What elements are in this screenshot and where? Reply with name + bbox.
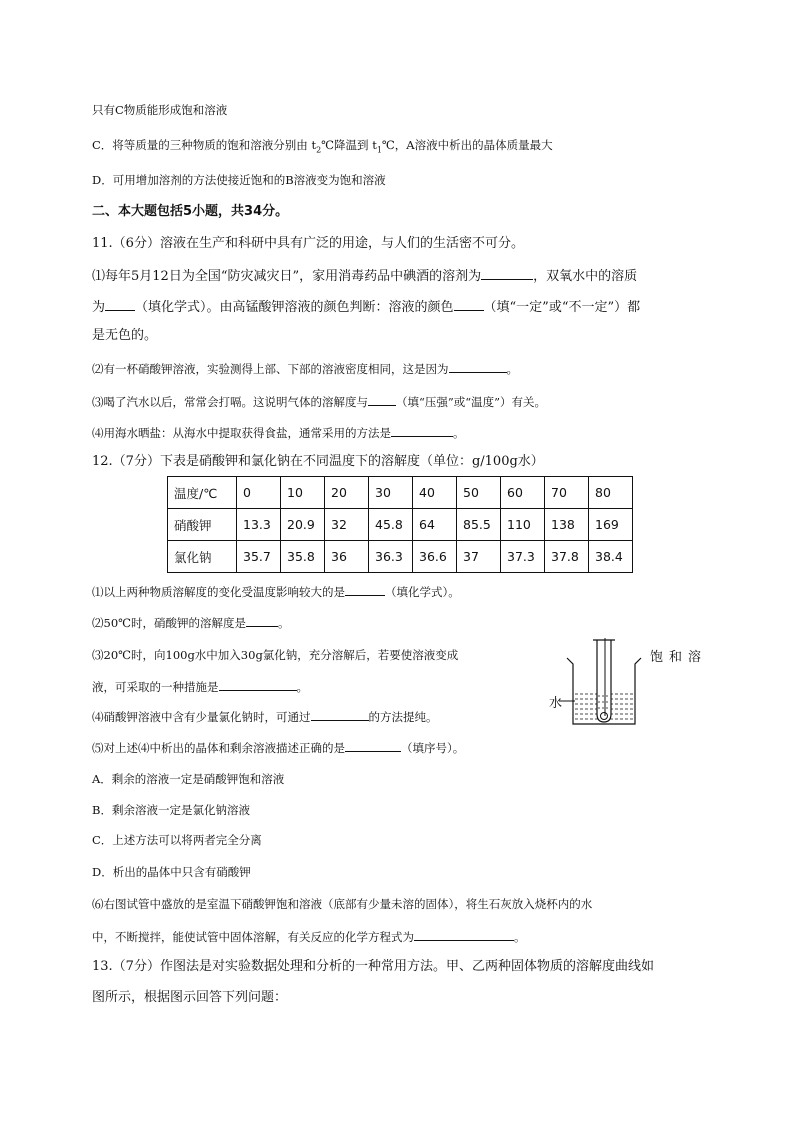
table-cell: 45.8: [369, 509, 413, 541]
q12-part5: ⑸对上述⑷中析出的晶体和剩余溶液描述正确的是 （填序号）。: [92, 738, 464, 757]
answer-blank[interactable]: [449, 359, 507, 373]
q11-part3: ⑶喝了汽水以后，常常会打嗝。这说明气体的溶解度与 （填“压强”或“温度”）有关。: [92, 392, 546, 411]
answer-blank[interactable]: [391, 423, 453, 437]
table-cell: 32: [325, 509, 369, 541]
table-cell: 50: [457, 477, 501, 509]
q12-option-b: B．剩余溶液一定是氯化钠溶液: [92, 803, 250, 817]
table-cell: 37.8: [545, 541, 589, 573]
q11-stem: 11.（6分）溶液在生产和科研中具有广泛的用途，与人们的生活密不可分。: [92, 236, 524, 251]
table-cell: 硝酸钾: [168, 509, 237, 541]
q12-part3-line1: ⑶20℃时，向100g水中加入30g氯化钠，充分溶解后，若要使溶液变成: [92, 648, 459, 662]
answer-blank[interactable]: [414, 927, 514, 941]
table-cell: 80: [589, 477, 633, 509]
table-cell: 37: [457, 541, 501, 573]
solubility-table: [167, 476, 633, 573]
table-cell: 20.9: [281, 509, 325, 541]
water-label: 水: [549, 696, 563, 711]
table-cell: 40: [413, 477, 457, 509]
table-cell: 85.5: [457, 509, 501, 541]
table-cell: 60: [501, 477, 545, 509]
q13-stem-line1: 13.（7分）作图法是对实验数据处理和分析的一种常用方法。甲、乙两种固体物质的溶解度曲线如: [92, 959, 654, 974]
table-cell: 36.3: [369, 541, 413, 573]
table-cell: 0: [237, 477, 281, 509]
q12-part6-line1: ⑹右图试管中盛放的是室温下硝酸钾饱和溶液（底部有少量未溶的固体），将生石灰放入烧杯内的水: [92, 897, 593, 911]
table-cell: 38.4: [589, 541, 633, 573]
q11-part1-line2: 为 （填化学式）。由高锰酸钾溶液的颜色判断：溶液的颜色 （填“一定”或“不一定”）都: [92, 297, 640, 317]
answer-blank[interactable]: [219, 677, 297, 691]
table-cell: 35.7: [237, 541, 281, 573]
q12-part6-line2: 中，不断搅拌，能使试管中固体溶解，有关反应的化学方程式为 。: [92, 927, 526, 946]
q12-stem: 12.（7分）下表是硝酸钾和氯化钠在不同温度下的溶解度（单位：g/100g水）: [92, 454, 544, 469]
option-b-continuation: 只有C物质能形成饱和溶液: [92, 103, 228, 117]
section-heading: 二、本大题包括5小题，共34分。: [92, 204, 289, 219]
answer-blank[interactable]: [345, 738, 401, 752]
beaker-test-tube-diagram: [545, 636, 645, 728]
q12-part3-saturated-label: 饱和溶: [650, 650, 708, 665]
q12-option-c: C．上述方法可以将两者完全分离: [92, 833, 262, 847]
table-cell: 37.3: [501, 541, 545, 573]
answer-blank[interactable]: [454, 297, 484, 311]
table-cell: 35.8: [281, 541, 325, 573]
q11-part1-line3: 是无色的。: [92, 328, 158, 343]
table-cell: 36: [325, 541, 369, 573]
q12-part1: ⑴以上两种物质溶解度的变化受温度影响较大的是 （填化学式）。: [92, 582, 460, 601]
q12-part2: ⑵50℃时，硝酸钾的溶解度是 。: [92, 613, 290, 632]
table-cell: 64: [413, 509, 457, 541]
table-cell: 温度/℃: [168, 477, 237, 509]
option-c: C．将等质量的三种物质的饱和溶液分别由 $t_2℃$降温到 $t_1℃$，A溶液中析出的晶体质量最大: [92, 138, 553, 155]
table-cell: 13.3: [237, 509, 281, 541]
table-cell: 30: [369, 477, 413, 509]
table-cell: 70: [545, 477, 589, 509]
answer-blank[interactable]: [481, 266, 533, 280]
q11-part2: ⑵有一杯硝酸钾溶液，实验测得上部、下部的溶液密度相同，这是因为 。: [92, 359, 518, 378]
table-cell: 36.6: [413, 541, 457, 573]
answer-blank[interactable]: [246, 613, 278, 627]
test-tube-icon: [597, 640, 611, 722]
answer-blank[interactable]: [345, 582, 385, 596]
q11-part1-line1: ⑴每年5月12日为全国“防灾减灾日”，家用消毒药品中碘酒的溶剂为 ，双氧水中的溶质: [92, 266, 637, 286]
answer-blank[interactable]: [105, 297, 135, 311]
table-cell: 10: [281, 477, 325, 509]
table-cell: 20: [325, 477, 369, 509]
table-row: [168, 509, 633, 541]
q12-option-a: A．剩余的溶液一定是硝酸钾饱和溶液: [92, 772, 285, 786]
q13-stem-line2: 图所示，根据图示回答下列问题：: [92, 990, 288, 1005]
table-row: [168, 541, 633, 573]
table-cell: 氯化钠: [168, 541, 237, 573]
table-row: [168, 477, 633, 509]
q12-option-d: D．析出的晶体中只含有硝酸钾: [92, 865, 251, 879]
table-cell: 138: [545, 509, 589, 541]
q11-part4: ⑷用海水晒盐：从海水中提取获得食盐，通常采用的方法是 。: [92, 423, 465, 442]
table-cell: 110: [501, 509, 545, 541]
table-cell: 169: [589, 509, 633, 541]
option-d: D．可用增加溶剂的方法使接近饱和的B溶液变为饱和溶液: [92, 173, 386, 187]
q12-part4: ⑷硝酸钾溶液中含有少量氯化钠时，可通过 的方法提纯。: [92, 707, 438, 726]
answer-blank[interactable]: [311, 707, 369, 721]
answer-blank[interactable]: [368, 392, 396, 406]
q12-part3-line2: 液，可采取的一种措施是 。: [92, 677, 308, 696]
